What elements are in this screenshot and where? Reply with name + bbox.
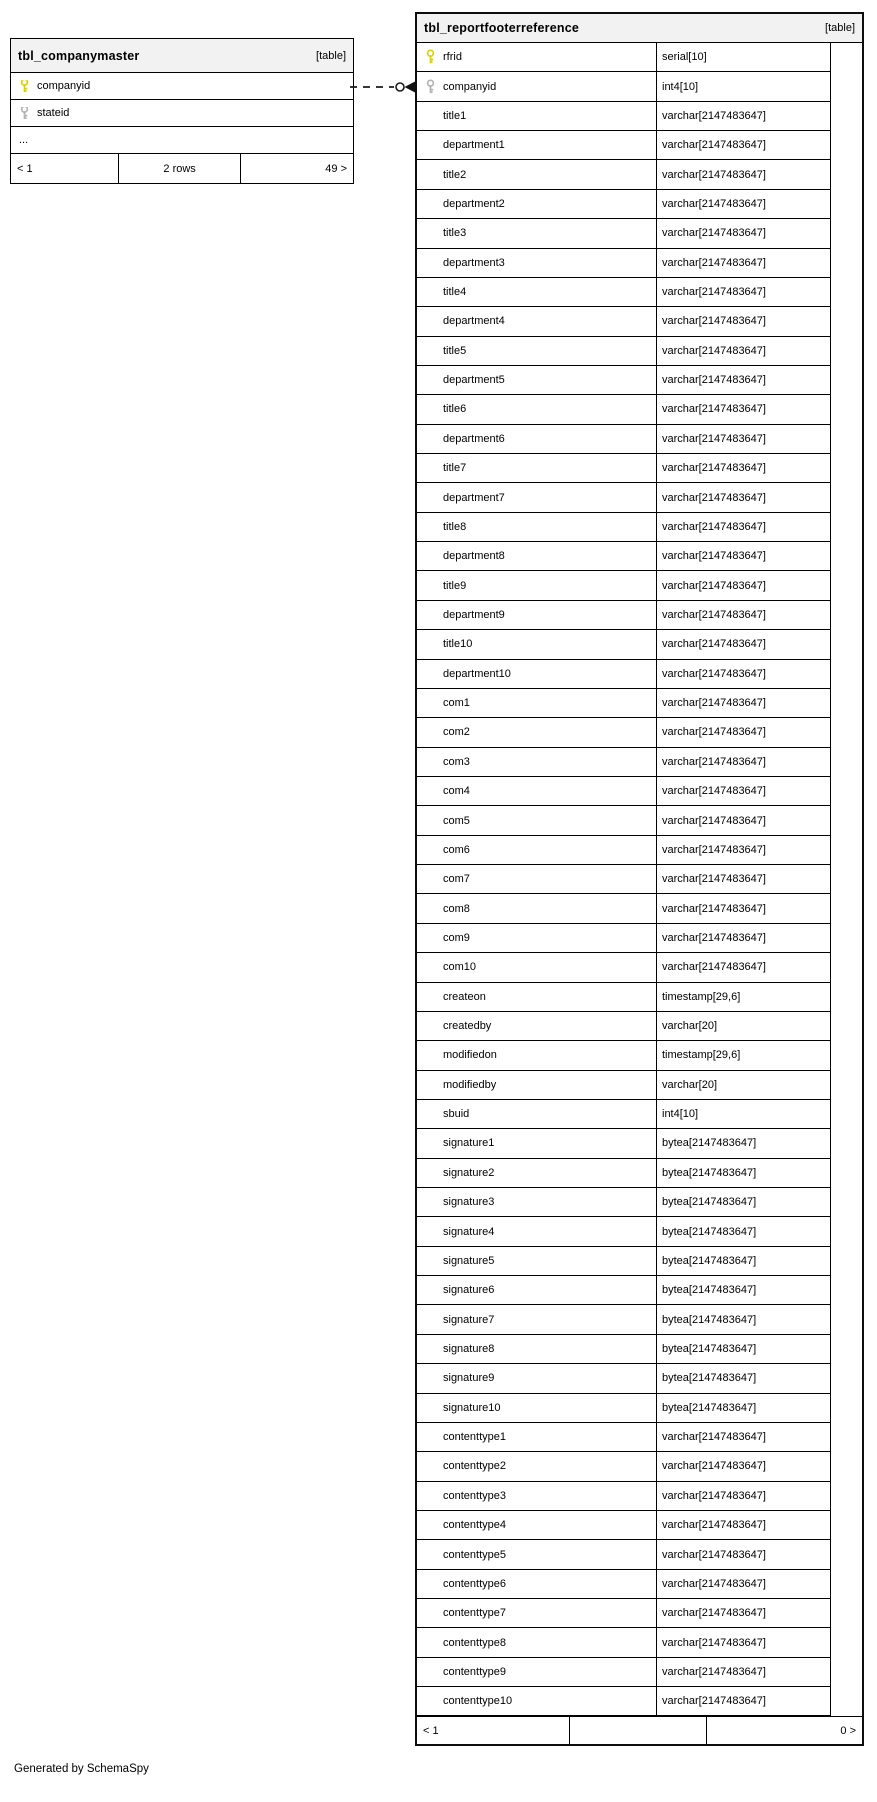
column-name: createon — [443, 990, 486, 1003]
column-row — [417, 953, 830, 982]
row-count — [570, 1717, 707, 1744]
column-type: serial[10] — [662, 51, 707, 64]
table-footer — [417, 1716, 862, 1744]
column-type: timestamp[29,6] — [662, 990, 741, 1003]
column-name: title2 — [443, 168, 467, 181]
foreign-key-icon — [425, 79, 436, 95]
column-row — [417, 1159, 830, 1188]
column-name: com10 — [443, 961, 477, 974]
column-type: varchar[2147483647] — [662, 315, 766, 328]
column-row — [417, 190, 830, 219]
column-list — [11, 73, 353, 127]
column-row — [417, 718, 830, 747]
column-name: companyid — [443, 80, 497, 93]
column-type: varchar[2147483647] — [662, 374, 766, 387]
column-row — [417, 748, 830, 777]
column-row — [417, 1071, 830, 1100]
column-type: varchar[2147483647] — [662, 227, 766, 240]
column-type: bytea[2147483647] — [662, 1166, 757, 1179]
column-row — [417, 513, 830, 542]
table-header[interactable] — [417, 14, 862, 43]
column-name: signature10 — [443, 1401, 501, 1414]
column-name: title9 — [443, 579, 467, 592]
column-row — [417, 43, 830, 72]
column-type: varchar[2147483647] — [662, 697, 766, 710]
column-type: varchar[2147483647] — [662, 197, 766, 210]
column-type: bytea[2147483647] — [662, 1225, 757, 1238]
column-name: com5 — [443, 814, 470, 827]
column-name: sbuid — [443, 1108, 470, 1121]
column-type: varchar[2147483647] — [662, 403, 766, 416]
column-row — [417, 395, 830, 424]
column-row — [417, 865, 830, 894]
table-title[interactable]: tbl_reportfooterreference — [424, 21, 580, 35]
column-row — [417, 278, 830, 307]
column-type: varchar[2147483647] — [662, 902, 766, 915]
table-type-badge: [table] — [825, 22, 855, 34]
primary-key-icon — [19, 80, 30, 92]
column-name: contenttype5 — [443, 1548, 506, 1561]
column-type: varchar[2147483647] — [662, 1636, 766, 1649]
column-type: varchar[2147483647] — [662, 344, 766, 357]
column-name: department4 — [443, 315, 505, 328]
column-row — [417, 983, 830, 1012]
column-row — [417, 1687, 830, 1716]
column-type: varchar[2147483647] — [662, 931, 766, 944]
table-node-reportfooterreference — [415, 12, 864, 1746]
column-row — [417, 425, 830, 454]
column-type: varchar[2147483647] — [662, 785, 766, 798]
column-name: department3 — [443, 256, 505, 269]
row-count: 2 rows — [119, 154, 241, 183]
column-name: department7 — [443, 491, 505, 504]
column-name: com6 — [443, 843, 470, 856]
column-type: bytea[2147483647] — [662, 1313, 757, 1326]
column-name: contenttype6 — [443, 1577, 506, 1590]
table-title[interactable]: tbl_companymaster — [18, 48, 140, 63]
column-row — [417, 72, 830, 101]
column-name: contenttype2 — [443, 1460, 506, 1473]
column-row — [417, 1041, 830, 1070]
relationship-cardinality-circle — [396, 83, 404, 91]
column-type: varchar[20] — [662, 1078, 718, 1091]
column-name: department9 — [443, 609, 505, 621]
column-row — [417, 836, 830, 865]
foreign-key-icon — [19, 107, 30, 119]
column-type: int4[10] — [662, 80, 699, 93]
column-type: timestamp[29,6] — [662, 1049, 741, 1062]
column-row — [417, 1247, 830, 1276]
column-name: com9 — [443, 931, 470, 944]
relationship-connector — [349, 78, 415, 96]
column-name: com1 — [443, 697, 470, 710]
column-name: contenttype1 — [443, 1431, 506, 1444]
column-type: int4[10] — [662, 1108, 699, 1121]
column-row — [417, 1012, 830, 1041]
column-type: varchar[2147483647] — [662, 609, 766, 621]
column-row — [417, 160, 830, 189]
relationship-arrowhead — [405, 82, 416, 93]
column-name: contenttype3 — [443, 1489, 506, 1502]
column-row — [417, 1305, 830, 1334]
column-name: createdby — [443, 1020, 492, 1033]
column-name: signature5 — [443, 1254, 495, 1267]
column-name: signature9 — [443, 1372, 495, 1385]
column-name: title10 — [443, 638, 473, 651]
column-row — [417, 1452, 830, 1481]
column-row — [417, 102, 830, 131]
column-type: bytea[2147483647] — [662, 1254, 757, 1267]
column-row — [417, 1628, 830, 1657]
column-row — [417, 337, 830, 366]
column-name: signature8 — [443, 1342, 495, 1355]
column-name: signature1 — [443, 1137, 495, 1150]
column-name: title1 — [443, 109, 467, 122]
column-type: varchar[20] — [662, 1020, 718, 1033]
column-type: varchar[2147483647] — [662, 667, 766, 680]
column-row — [417, 1511, 830, 1540]
column-type: bytea[2147483647] — [662, 1372, 757, 1385]
column-type: varchar[2147483647] — [662, 168, 766, 181]
column-type: bytea[2147483647] — [662, 1401, 757, 1414]
column-type: varchar[2147483647] — [662, 1607, 766, 1620]
column-row — [417, 1100, 830, 1129]
column-row — [417, 924, 830, 953]
column-name: contenttype4 — [443, 1519, 506, 1532]
column-type: varchar[2147483647] — [662, 1460, 766, 1473]
parents-count: < 1 — [11, 154, 119, 183]
children-count: 0 > — [840, 1724, 856, 1737]
column-row — [417, 1217, 830, 1246]
column-name: companyid — [37, 80, 91, 92]
column-name: stateid — [37, 107, 70, 119]
column-name: department8 — [443, 550, 505, 563]
column-type: varchar[2147483647] — [662, 1665, 766, 1678]
column-type: bytea[2147483647] — [662, 1342, 757, 1355]
column-type: varchar[2147483647] — [662, 873, 766, 886]
column-row — [417, 1276, 830, 1305]
column-name: modifiedby — [443, 1078, 497, 1091]
column-type: varchar[2147483647] — [662, 843, 766, 856]
parents-count: < 1 — [417, 1717, 570, 1744]
column-name: modifiedon — [443, 1049, 497, 1062]
column-name: contenttype10 — [443, 1695, 513, 1708]
column-row — [417, 1188, 830, 1217]
column-row — [417, 601, 830, 630]
column-type: varchar[2147483647] — [662, 462, 766, 475]
column-row — [417, 1482, 830, 1511]
column-type: varchar[2147483647] — [662, 256, 766, 269]
table-type-badge: [table] — [316, 49, 346, 62]
column-type: varchar[2147483647] — [662, 1489, 766, 1502]
column-row — [417, 1335, 830, 1364]
column-type: bytea[2147483647] — [662, 1284, 757, 1297]
column-row — [417, 1570, 830, 1599]
column-type: varchar[2147483647] — [662, 1577, 766, 1590]
column-name: rfrid — [443, 51, 462, 64]
column-type: varchar[2147483647] — [662, 814, 766, 827]
column-row — [417, 1540, 830, 1569]
table-footer — [11, 154, 353, 183]
column-row — [417, 1364, 830, 1393]
column-name: title3 — [443, 227, 467, 240]
column-name: signature2 — [443, 1166, 495, 1179]
column-type: varchar[2147483647] — [662, 139, 766, 152]
column-name: title6 — [443, 403, 467, 416]
column-type: varchar[2147483647] — [662, 550, 766, 563]
column-row — [417, 1658, 830, 1687]
column-name: title8 — [443, 520, 467, 533]
children-count: 49 > — [325, 162, 347, 175]
column-type: varchar[2147483647] — [662, 520, 766, 533]
column-type: bytea[2147483647] — [662, 1137, 757, 1150]
column-row — [417, 219, 830, 248]
column-name: contenttype9 — [443, 1665, 506, 1678]
column-type: varchar[2147483647] — [662, 1695, 766, 1708]
column-type: varchar[2147483647] — [662, 432, 766, 445]
column-row — [417, 249, 830, 278]
column-name: department10 — [443, 667, 511, 680]
column-type: varchar[2147483647] — [662, 109, 766, 122]
column-row — [417, 777, 830, 806]
column-name: com2 — [443, 726, 470, 739]
column-name: com4 — [443, 785, 470, 798]
column-name: signature3 — [443, 1196, 495, 1209]
column-name: signature6 — [443, 1284, 495, 1297]
column-row — [417, 1423, 830, 1452]
column-row — [417, 1599, 830, 1628]
column-list — [417, 43, 830, 1716]
column-row — [417, 630, 830, 659]
column-type: varchar[2147483647] — [662, 726, 766, 739]
column-name: com7 — [443, 873, 470, 886]
column-row — [417, 1394, 830, 1423]
column-name: com3 — [443, 755, 470, 768]
column-type: varchar[2147483647] — [662, 1519, 766, 1532]
column-name: title7 — [443, 462, 467, 475]
column-name: title4 — [443, 286, 467, 299]
column-type: bytea[2147483647] — [662, 1196, 757, 1209]
column-row — [417, 366, 830, 395]
column-row — [417, 660, 830, 689]
index-side-column — [830, 43, 862, 1716]
column-name: department5 — [443, 374, 505, 387]
column-type: varchar[2147483647] — [662, 1548, 766, 1561]
column-row — [417, 307, 830, 336]
primary-key-icon — [425, 49, 436, 65]
more-columns-ellipsis: ... — [11, 127, 353, 154]
column-row — [417, 454, 830, 483]
column-type: varchar[2147483647] — [662, 579, 766, 592]
column-name: department1 — [443, 139, 505, 152]
column-name: signature7 — [443, 1313, 495, 1326]
column-row — [417, 571, 830, 600]
column-name: contenttype8 — [443, 1636, 506, 1649]
column-type: varchar[2147483647] — [662, 638, 766, 651]
table-header[interactable] — [11, 39, 353, 73]
column-name: title5 — [443, 344, 467, 357]
column-name: signature4 — [443, 1225, 495, 1238]
column-type: varchar[2147483647] — [662, 961, 766, 974]
column-type: varchar[2147483647] — [662, 755, 766, 768]
column-row — [417, 1129, 830, 1158]
column-name: department2 — [443, 197, 505, 210]
table-node-companymaster — [10, 38, 354, 184]
column-row — [417, 542, 830, 571]
column-type: varchar[2147483647] — [662, 286, 766, 299]
generated-by-note: Generated by SchemaSpy — [14, 1763, 149, 1775]
column-row — [417, 689, 830, 718]
column-name: contenttype7 — [443, 1607, 506, 1620]
column-type: varchar[2147483647] — [662, 1431, 766, 1444]
column-row — [417, 131, 830, 160]
column-name: department6 — [443, 432, 505, 445]
column-row — [417, 894, 830, 923]
column-row — [417, 483, 830, 512]
column-row — [11, 100, 353, 127]
table-body — [417, 43, 862, 1716]
column-row — [417, 806, 830, 835]
column-row — [11, 73, 353, 100]
column-type: varchar[2147483647] — [662, 491, 766, 504]
column-name: com8 — [443, 902, 470, 915]
